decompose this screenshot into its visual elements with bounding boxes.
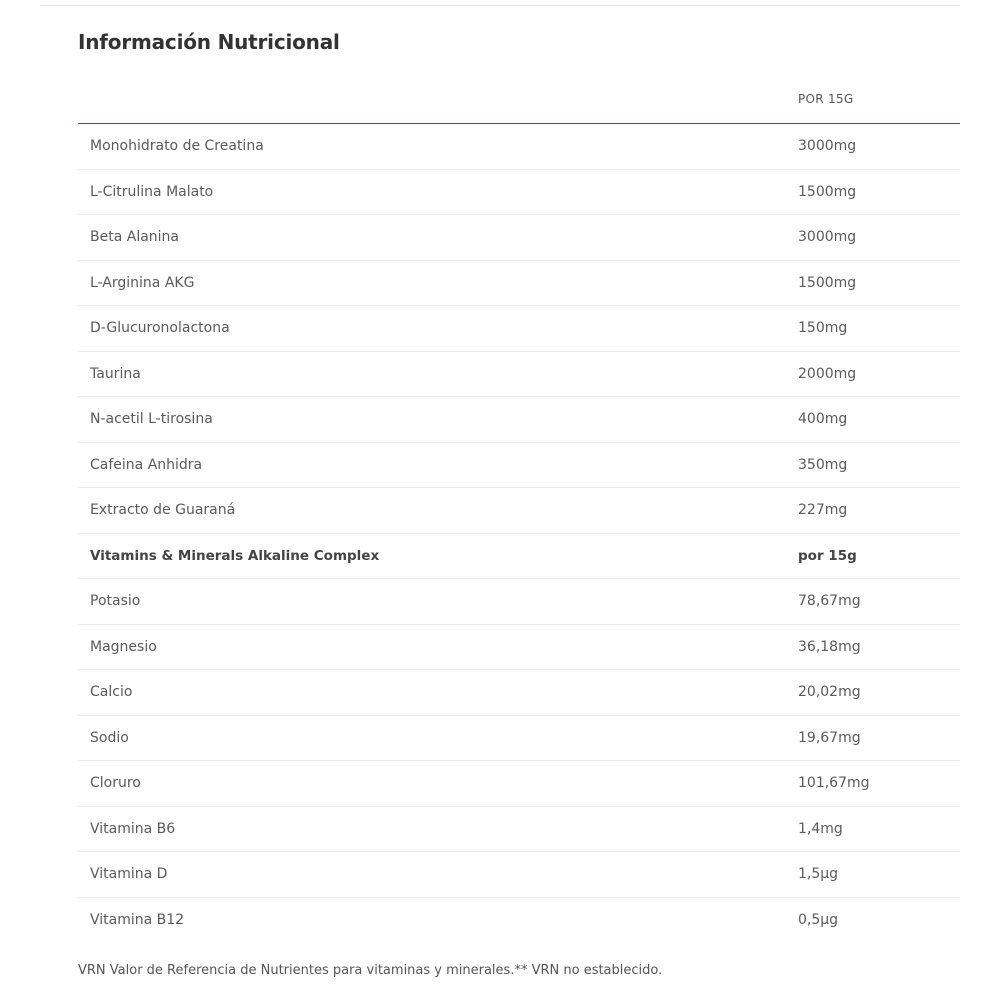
table-row [78,625,960,671]
table-row [78,306,960,352]
table-row [78,807,960,853]
table-row [78,761,960,807]
nutrient-name: Magnesio [90,638,157,655]
nutrient-name: Vitamina D [90,866,168,882]
nutrient-name: N-acetil L-tirosina [90,411,213,427]
page-title: Información Nutricional [78,30,340,54]
nutrient-name: Vitamina B12 [90,911,185,928]
table-row [78,852,960,898]
nutrient-amount: 1,4mg [798,820,843,837]
nutrient-name: Cafeina Anhidra [90,456,203,473]
nutrient-name: Vitamins & Minerals Alkaline Complex [90,547,380,564]
nutrient-amount: 101,67mg [798,775,870,791]
table-row [78,898,960,944]
nutrient-name: Extracto de Guaraná [90,502,236,518]
nutrient-name: Cloruro [90,775,141,791]
nutrient-amount: 150mg [798,320,848,336]
table-header-row [78,79,960,124]
column-header-per-serving: POR 15G [798,92,854,106]
nutrient-amount: 19,67mg [798,729,861,746]
nutrient-name: Vitamina B6 [90,820,176,837]
table-row [78,352,960,398]
table-row [78,397,960,443]
nutrient-amount: por 15g [798,547,857,564]
table-row [78,170,960,216]
nutrient-name: Monohidrato de Creatina [90,138,264,154]
table-row [78,261,960,307]
table-row [78,579,960,625]
footnote: VRN Valor de Referencia de Nutrientes para vitaminas y minerales.** VRN no establecido. [78,963,663,978]
nutrition-table [78,79,960,943]
table-row [78,488,960,534]
nutrient-amount: 1500mg [798,183,857,200]
nutrient-name: Calcio [90,684,133,700]
nutrient-amount: 2000mg [798,365,857,382]
nutrient-amount: 20,02mg [798,684,861,700]
table-row [78,124,960,170]
nutrient-name: L-Citrulina Malato [90,183,214,200]
table-row [78,215,960,261]
table-row [78,716,960,762]
nutrient-amount: 400mg [798,411,848,427]
nutrient-amount: 0,5µg [798,911,839,928]
nutrient-name: Sodio [90,729,129,746]
nutrient-amount: 3000mg [798,138,857,154]
table-section-row [78,534,960,580]
top-divider [40,5,960,6]
nutrient-amount: 1500mg [798,274,857,291]
nutrient-amount: 78,67mg [798,593,861,609]
nutrient-amount: 350mg [798,456,848,473]
nutrient-name: D-Glucuronolactona [90,320,230,336]
nutrient-name: L-Arginina AKG [90,274,195,291]
nutrient-name: Potasio [90,593,141,609]
table-row [78,670,960,716]
table-row [78,443,960,489]
nutrient-amount: 3000mg [798,229,857,245]
nutrient-amount: 1,5µg [798,866,839,882]
nutrient-amount: 227mg [798,502,848,518]
table-body [78,124,960,943]
nutrient-name: Beta Alanina [90,229,179,245]
nutrient-amount: 36,18mg [798,638,861,655]
nutrient-name: Taurina [90,365,141,382]
